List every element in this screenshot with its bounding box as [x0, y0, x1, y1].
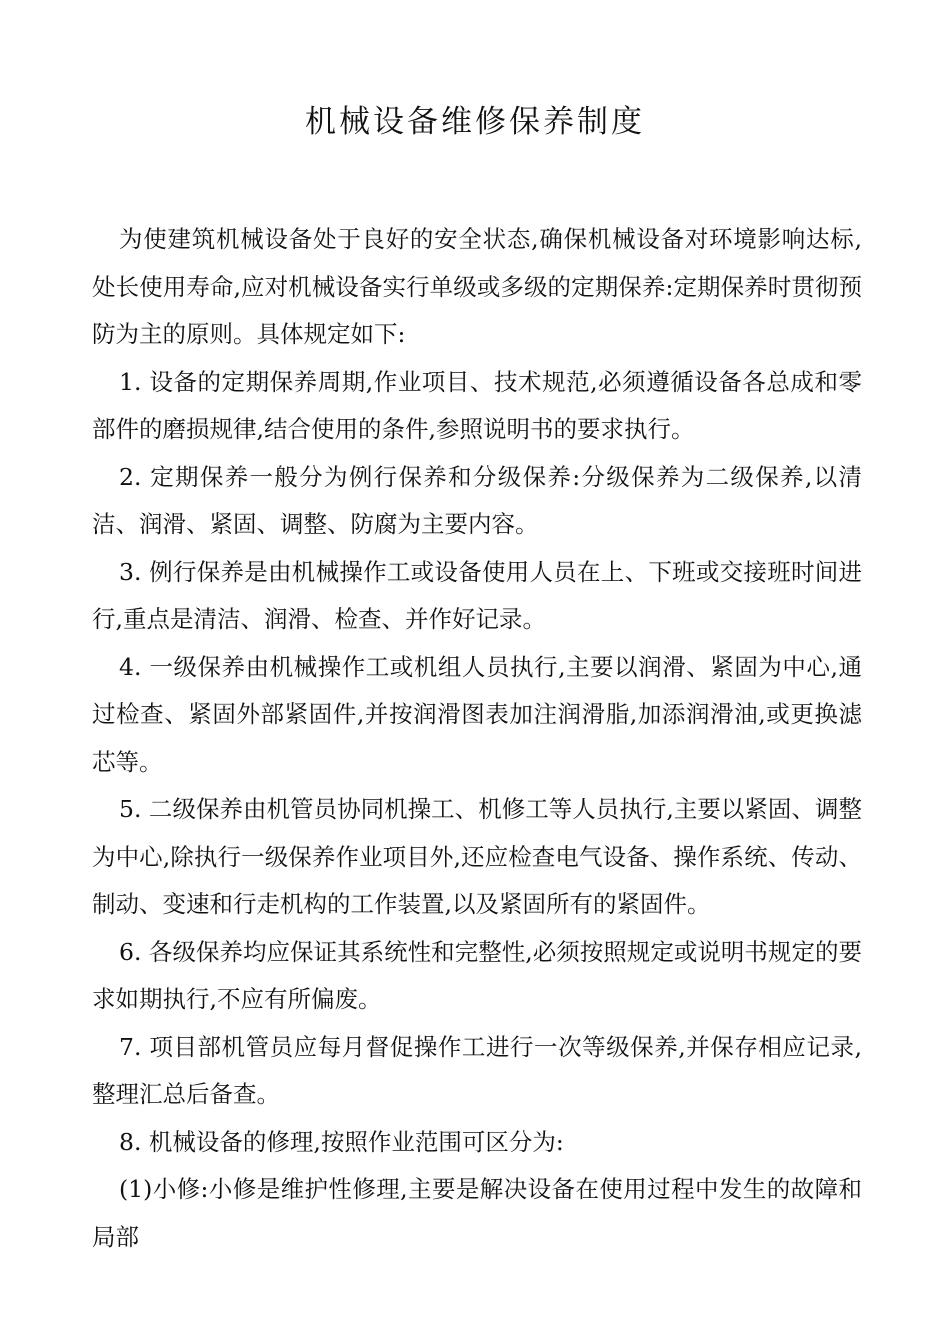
rule-item-5: 5. 二级保养由机管员协同机操工、机修工等人员执行,主要以紧固、调整为中心,除执行一级保养作业项目外,还应检查电气设备、操作系统、传动、制动、变速和行走机构的工作装置,以及紧固所有的紧固件。: [92, 795, 862, 918]
rule-item-6: 6. 各级保养均应保证其系统性和完整性,必须按照规定或说明书规定的要求如期执行,不应有所偏废。: [92, 937, 862, 1013]
rule-item-8: 8. 机械设备的修理,按照作业范围可区分为:: [119, 1127, 564, 1156]
rule-item-2: 2. 定期保养一般分为例行保养和分级保养:分级保养为二级保养,以清洁、润滑、紧固、调整、防腐为主要内容。: [92, 462, 862, 538]
rule-item-3: 3. 例行保养是由机械操作工或设备使用人员在上、下班或交接班时间进行,重点是清洁、润滑、检查、并作好记录。: [92, 557, 862, 633]
rule-item-7: 7. 项目部机管员应每月督促操作工进行一次等级保养,并保存相应记录,整理汇总后备查。: [92, 1032, 862, 1108]
intro-paragraph: 为使建筑机械设备处于良好的安全状态,确保机械设备对环境影响达标,处长使用寿命,应对机械设备实行单级或多级的定期保养:定期保养时贯彻预防为主的原则。具体规定如下:: [92, 225, 862, 348]
rule-subitem-minor-repair: (1)小修:小修是维护性修理,主要是解决设备在使用过程中发生的故障和局部: [92, 1175, 862, 1251]
document-title: 机械设备维修保养制度: [305, 104, 645, 140]
document-body: [92, 216, 862, 1261]
rule-item-1: 1. 设备的定期保养周期,作业项目、技术规范,必须遵循设备各总成和零部件的磨损规律,结合使用的条件,参照说明书的要求执行。: [92, 367, 862, 443]
rule-item-4: 4. 一级保养由机械操作工或机组人员执行,主要以润滑、紧固为中心,通过检查、紧固外部紧固件,并按润滑图表加注润滑脂,加添润滑油,或更换滤芯等。: [92, 652, 862, 776]
